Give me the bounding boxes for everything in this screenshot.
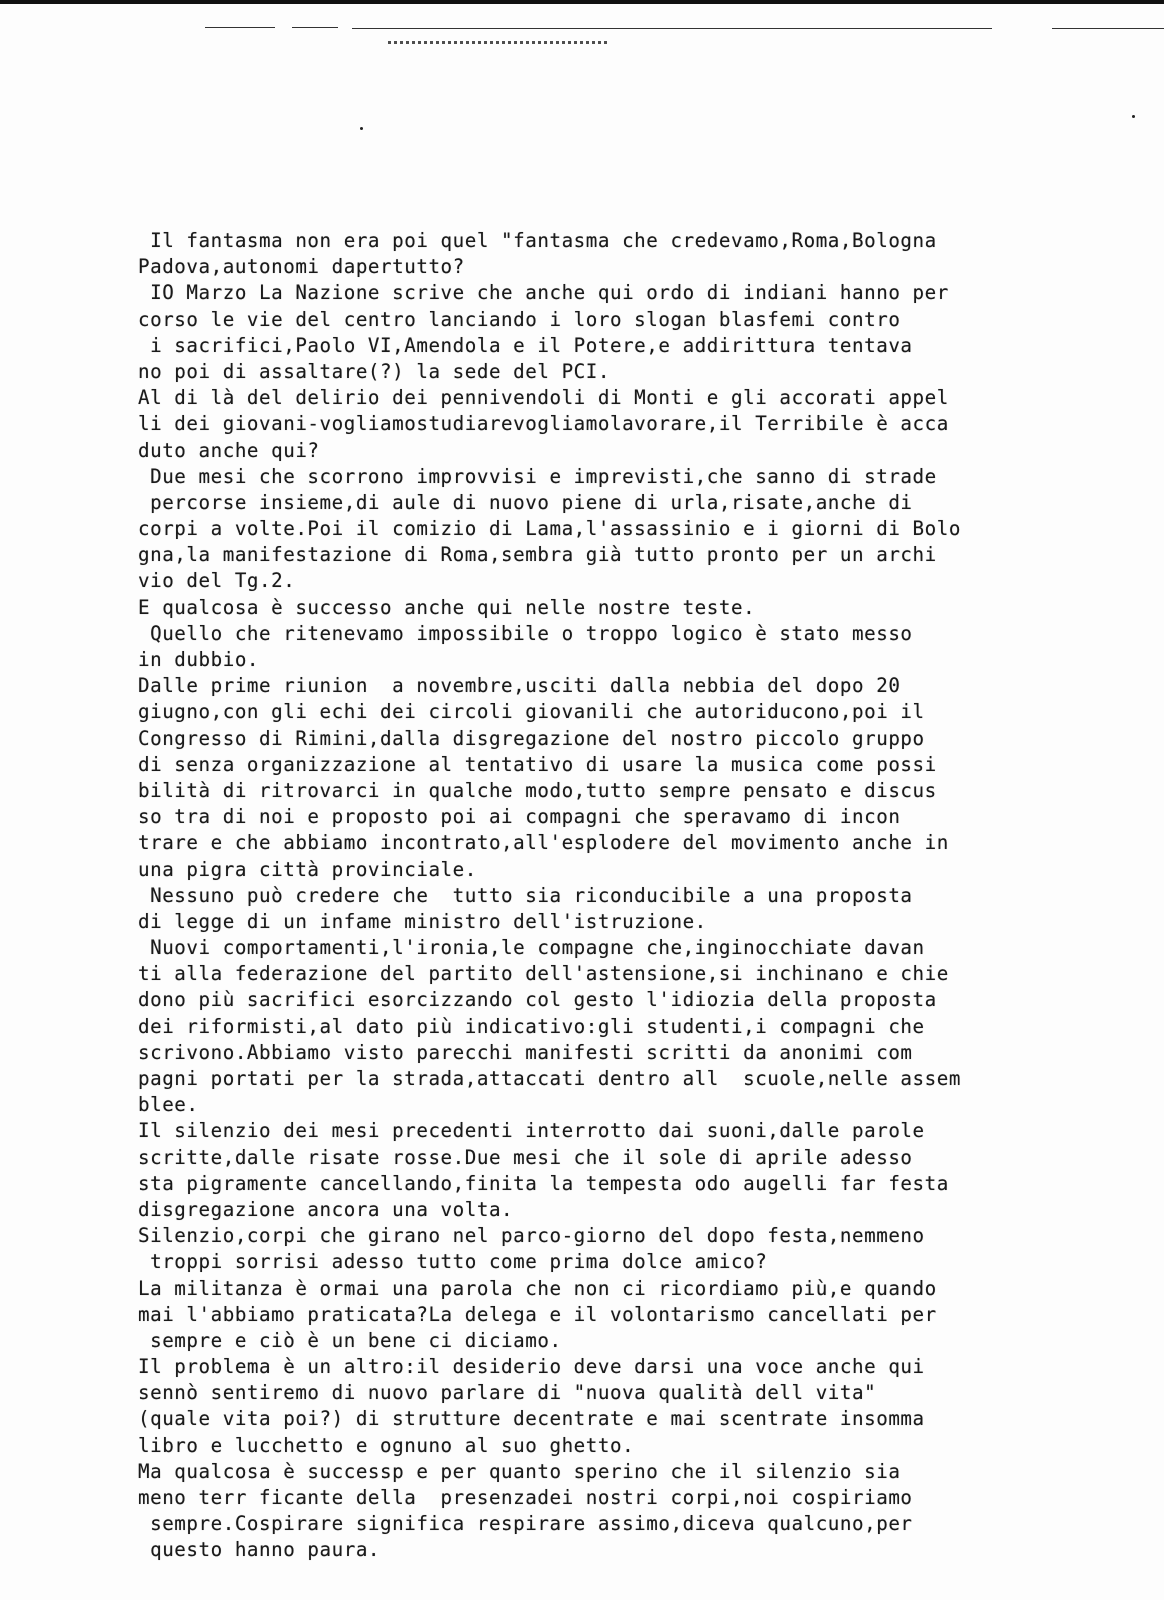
typed-line: so tra di noi e proposto poi ai compagni che speravamo di incon [138, 805, 901, 829]
typed-line: Dalle prime riunion a novembre,usciti dalla nebbia del dopo 20 [138, 674, 901, 698]
typed-line: dono più sacrifici esorcizzando col gesto l'idiozia della proposta [138, 988, 937, 1012]
typed-line: Al di là del delirio dei pennivendoli di Monti e gli accorati appel [138, 386, 949, 410]
typed-line: di senza organizzazione al tentativo di usare la musica come possi [138, 752, 937, 776]
typed-line: una pigra città provinciale. [138, 857, 477, 881]
typed-line: in dubbio. [138, 648, 260, 671]
typed-line: Silenzio,corpi che girano nel parco-giorno del dopo festa,nemmeno [138, 1224, 925, 1248]
typed-line: libro e lucchetto e ognuno al suo ghetto. [138, 1433, 635, 1457]
typewritten-body [138, 228, 1098, 1564]
typed-line: Ma qualcosa è successp e per quanto sperino che il silenzio sia [138, 1459, 901, 1483]
typed-line: Il silenzio dei mesi precedenti interrotto dai suoni,dalle parole [138, 1119, 925, 1143]
typed-line: La militanza è ormai una parola che non ci ricordiamo più,e quando [138, 1276, 937, 1300]
scan-top-edge [0, 0, 1164, 4]
typed-line: sempre.Cospirare significa respirare assimo,diceva qualcuno,per [138, 1512, 913, 1536]
typed-line: troppi sorrisi adesso tutto come prima dolce amico? [138, 1250, 768, 1274]
scan-artifact-rule-3 [352, 28, 992, 29]
typed-line: disgregazione ancora una volta. [138, 1197, 514, 1221]
typed-line: Congresso di Rimini,dalla disgregazione del nostro piccolo gruppo [138, 726, 925, 750]
typed-line: bilità di ritrovarci in qualche modo,tutto sempre pensato e discus [138, 778, 937, 802]
typed-line: ti alla federazione del partito dell'astensione,si inchinano e chie [138, 962, 949, 986]
scan-artifact-rule-2 [292, 27, 338, 28]
typed-line: mai l'abbiamo praticata?La delega e il volontarismo cancellati per [138, 1302, 937, 1326]
scan-artifact-dot-1 [360, 127, 363, 130]
typed-line: percorse insieme,di aule di nuovo piene di urla,risate,anche di [138, 490, 913, 514]
typed-line: trare e che abbiamo incontrato,all'esplodere del movimento anche in [138, 831, 949, 855]
typed-line: Nessuno può credere che tutto sia riconducibile a una proposta [138, 883, 913, 907]
typed-line: Il problema è un altro:il desiderio deve darsi una voce anche qui [138, 1355, 925, 1379]
typed-line: corpi a volte.Poi il comizio di Lama,l'assassinio e i giorni di Bolo [138, 517, 961, 541]
typed-line: duto anche qui? [138, 438, 320, 462]
typed-line: gna,la manifestazione di Roma,sembra già tutto pronto per un archi [138, 543, 937, 567]
scan-artifact-rule-4 [1052, 28, 1164, 29]
typed-line: Il fantasma non era poi quel "fantasma che credevamo,Roma,Bologna [138, 229, 937, 252]
scan-artifact-smudge [388, 41, 608, 44]
typed-line: dei riformisti,al dato più indicativo:gli studenti,i compagni che [138, 1014, 925, 1038]
typed-line: Quello che ritenevamo impossibile o troppo logico è stato messo [138, 621, 913, 645]
typed-line: blee. [138, 1093, 199, 1117]
typed-line: corso le vie del centro lanciando i loro slogan blasfemi contro [138, 307, 901, 331]
typed-line: sennò sentiremo di nuovo parlare di "nuova qualità dell vita" [138, 1381, 877, 1405]
typed-line: sempre e ciò è un bene ci diciamo. [138, 1328, 562, 1352]
typed-line: IO Marzo La Nazione scrive che anche qui ordo di indiani hanno per [138, 281, 949, 305]
typed-line: E qualcosa è successo anche qui nelle nostre teste. [138, 595, 756, 619]
typed-line: li dei giovani-vogliamostudiarevogliamolavorare,il Terribile è acca [138, 412, 949, 436]
typed-line: scrivono.Abbiamo visto parecchi manifesti scritti da anonimi com [138, 1040, 913, 1064]
typed-line: questo hanno paura. [138, 1538, 381, 1562]
typed-line: sta pigramente cancellando,finita la tempesta odo augelli far festa [138, 1171, 949, 1195]
typed-line: Due mesi che scorrono improvvisi e imprevisti,che sanno di strade [138, 464, 937, 488]
scan-artifact-rule-1 [205, 27, 275, 28]
typed-line: no poi di assaltare(?) la sede del PCI. [138, 359, 610, 383]
typed-line: di legge di un infame ministro dell'istruzione. [138, 909, 707, 933]
scan-artifact-dot-2 [1132, 115, 1135, 118]
typed-line: meno terr ficante della presenzadei nostri corpi,noi cospiriamo [138, 1486, 913, 1509]
typed-line: (quale vita poi?) di strutture decentrate e mai scentrate insomma [138, 1407, 925, 1431]
typed-line: pagni portati per la strada,attaccati dentro all scuole,nelle assem [138, 1067, 961, 1090]
typed-line: i sacrifici,Paolo VI,Amendola e il Potere,e addirittura tentava [138, 333, 913, 357]
typed-line: Padova,autonomi dapertutto? [138, 255, 465, 279]
typed-line: Nuovi comportamenti,l'ironia,le compagne che,inginocchiate davan [138, 936, 925, 960]
typed-line: giugno,con gli echi dei circoli giovanili che autoriducono,poi il [138, 700, 925, 724]
typed-line: scritte,dalle risate rosse.Due mesi che il sole di aprile adesso [138, 1145, 913, 1169]
typed-line: vio del Tg.2. [138, 569, 296, 593]
